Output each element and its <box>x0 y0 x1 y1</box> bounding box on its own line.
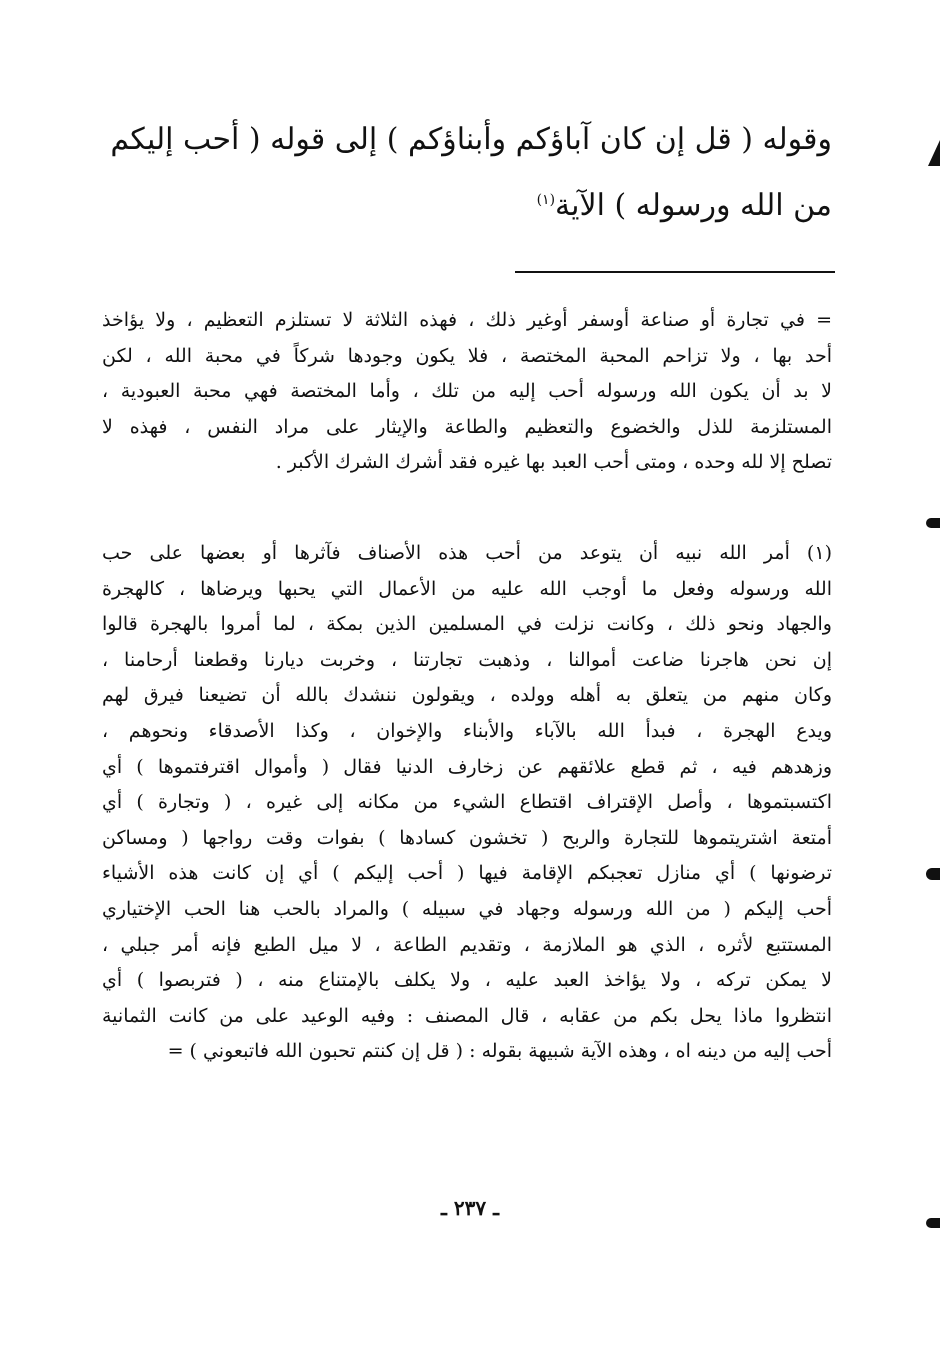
continuation-note-line: أحد بها ، ولا تزاحم المحبة المختصة ، فلا يكون وجودها شركاً في محبة الله ، لكن <box>102 344 832 367</box>
heading-line-2 <box>102 186 832 226</box>
footnote-1-line: اكتسبتموها ، وأصل الإقتراف اقتطاع الشيء من مكانه إلى غيره ، ( وتجارة ) أي <box>102 791 832 814</box>
footnote-1-line: انتظروا ماذا يحل بكم من عقابه ، قال المصنف : وفيه الوعيد على من كانت الثمانية <box>102 1004 832 1027</box>
footnote-1-line: الله ورسوله وفعل ما أوجب الله عليه من الأعمال التي يحبها ويرضاها ، كالهجرة <box>102 577 832 600</box>
footnote-1-line: إن نحن هاجرنا ضاعت أموالنا ، وذهبت تجارتنا ، وخربت ديارنا وقطعنا أرحامنا ، <box>102 648 832 671</box>
margin-mark-1 <box>928 140 940 166</box>
footnote-1-line: ترضونها ) أي منازل تعجبكم الإقامة فيها ( أحب إليكم ) أي إن كانت هذه الأشياء <box>102 862 832 885</box>
continuation-note-line: المستلزمة للذل والخضوع والتعظيم والطاعة والإيثار على مراد النفس ، فهذه لا <box>102 415 832 438</box>
footnote-1-line: المستتبع لأثره ، الذي هو الملازمة ، وتقديم الطاعة ، لا ميل الطبع فإنه أمر جبلي ، <box>102 933 832 956</box>
continuation-note-line: لا بد أن يكون الله ورسوله أحب إليه من تلك ، وأما المختصة فهي محبة العبودية ، <box>102 380 832 402</box>
page-number: ـ ٢٣٧ ـ <box>441 1196 499 1220</box>
footnote-1-line: والجهاد ونحو ذلك ، وكانت نزلت في المسلمين الذين بمكة ، لما أمروا بالهجرة قالوا <box>102 613 832 636</box>
footnote-1-line: (١) أمر الله نبيه أن يتوعد من أحب هذه الأصناف فآثرها أو بعضها على حب <box>102 542 832 564</box>
heading-line-1: وقوله ( قل إن كان آباؤكم وأبناؤكم ) إلى قوله ( أحب إليكم <box>110 122 832 157</box>
footnote-marker: (١) <box>536 192 556 208</box>
footnote-separator <box>515 271 835 273</box>
footnote-1-line: وزهدهم فيه ، ثم قطع علائقهم عن زخارف الدنيا فقال ( وأموال اقترفتموها ) أي <box>102 755 832 778</box>
continuation-note-line: تصلح إلا لله وحده ، ومتى أحب العبد بها غيره فقد أشرك الشرك الأكبر . <box>275 451 832 473</box>
footnote-1-line: أمتعة اشتريتموها للتجارة والربح ( تخشون كسادها ) بفوات وقت رواجها ( ومساكن <box>102 826 832 849</box>
margin-mark-3 <box>926 868 940 880</box>
footnote-1-line: أحب إليكم ( من الله ورسوله وجهاد في سبيله ) والمراد بالحب هنا الحب الإختياري <box>102 898 832 920</box>
continuation-note-line: = في تجارة أو صناعة أوسفر أوغير ذلك ، فهذه الثلاثة لا تستلزم التعظيم ، ولا يؤاخذ <box>102 309 832 331</box>
heading-line-2-text: من الله ورسوله ) الآية <box>555 188 832 223</box>
footnote-1-line: لا يمكن تركه ، ولا يؤاخذ العبد عليه ، ولا يكلف بالإمتناع منه ، ( فتربصوا ) أي <box>102 969 832 992</box>
footnote-1-line: ويدع الهجرة ، فبدأ الله بالآباء والأبناء والإخوان ، وكذا الأصدقاء ونحوهم ، <box>102 720 832 742</box>
margin-mark-2 <box>926 518 940 528</box>
footnote-1-line: أحب إليه من دينه اه ، وهذه الآية شبيهة بقوله : ( قل إن كنتم تحبون الله فاتبعوني ) = <box>167 1040 832 1063</box>
margin-mark-4 <box>926 1218 940 1228</box>
footnote-1-line: وكان منهم من يتعلق به أهله وولده ، ويقولون ننشدك بالله أن تضيعنا فيرق لهم <box>102 684 832 707</box>
